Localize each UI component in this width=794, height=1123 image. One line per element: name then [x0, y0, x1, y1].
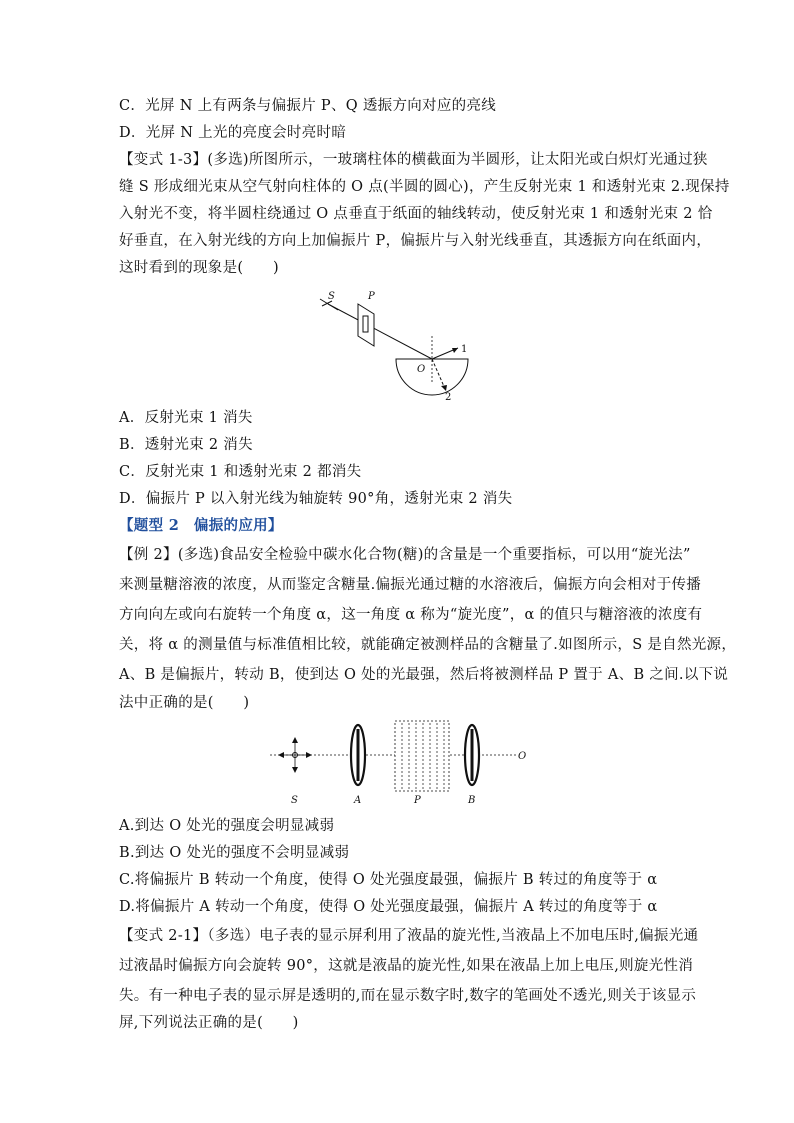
example-2-option: C.将偏振片 B 转动一个角度，使得 O 处光强度最强，偏振片 B 转过的角度等于 α	[119, 872, 658, 888]
variant-2-1-line: 屏,下列说法正确的是( )	[119, 1015, 299, 1031]
topic-2-heading: 【题型 2 偏振的应用】	[119, 517, 283, 534]
variant-1-3-line: 入射光不变，将半圆柱绕通过 O 点垂直于纸面的轴线转动，使反射光束 1 和透射光束 2 恰	[119, 206, 713, 222]
polarizer-slot	[363, 316, 368, 332]
optical-bench-figure	[268, 717, 538, 809]
example-2-line: A、B 是偏振片，转动 B，使到达 O 处的光最强，然后将被测样品 P 置于 A、B 之间.以下说	[119, 667, 729, 683]
variant-2-1-line: 失。有一种电子表的显示屏是透明的,而在显示数字时,数字的笔画处不透光,则关于该显示	[119, 988, 697, 1004]
example-2-line: 法中正确的是( )	[119, 695, 250, 711]
variant-1-3-option: B．透射光束 2 消失	[119, 437, 253, 453]
source-arrowhead	[292, 767, 298, 773]
variant-1-3-line: 【变式 1-3】(多选)所图所示，一玻璃柱体的横截面为半圆形，让太阳光或白炽灯光通过狭	[119, 152, 708, 168]
example-2-option: A.到达 O 处光的强度会明显减弱	[119, 818, 335, 834]
polarizer-b-axis	[471, 729, 474, 781]
example-2-line: 关，将 α 的测量值与标准值相比较，就能确定被测样品的含糖量了.如图所示，S 是自然光源，	[119, 637, 737, 653]
polarizer-a-axis	[357, 729, 360, 781]
example-2-option: B.到达 O 处光的强度不会明显减弱	[119, 845, 350, 861]
label-p: P	[368, 291, 375, 302]
example-2-line: 方向向左或向右旋转一个角度 α，这一角度 α 称为“旋光度”，α 的值只与糖溶液的浓度有	[119, 607, 703, 623]
variant-2-1-line: 【变式 2-1】（多选）电子表的显示屏利用了液晶的旋光性,当液晶上不加电压时,偏振光通	[119, 928, 699, 944]
label-beam-1: 1	[461, 344, 468, 355]
variant-1-3-line: 好垂直，在入射光线的方向上加偏振片 P，偏振片与入射光线垂直，其透振方向在纸面内，	[119, 233, 712, 249]
label-s: S	[328, 291, 335, 302]
label-b: B	[468, 795, 476, 806]
example-2-option: D.将偏振片 A 转动一个角度，使得 O 处光强度最强，偏振片 A 转过的角度等于 α	[119, 899, 658, 915]
example-2-line: 【例 2】(多选)食品安全检验中碳水化合物(糖)的含量是一个重要指标，可以用“旋光法”	[119, 547, 691, 563]
label-a: A	[354, 795, 362, 806]
option-d-prev: D．光屏 N 上光的亮度会时亮时暗	[119, 125, 347, 141]
label-beam-2: 2	[445, 392, 452, 403]
incident-ray	[328, 304, 432, 359]
source-arrowhead	[278, 752, 284, 758]
example-2-line: 来测量糖溶液的浓度，从而鉴定含糖量.偏振光通过糖的水溶液后，偏振方向会相对于传播	[119, 577, 702, 593]
variant-1-3-option: A．反射光束 1 消失	[119, 410, 253, 426]
variant-1-3-option: C．反射光束 1 和透射光束 2 都消失	[119, 464, 362, 480]
variant-1-3-line: 缝 S 形成细光束从空气射向柱体的 O 点(半圆的圆心)，产生反射光束 1 和透射光束 2.现保持	[119, 179, 730, 195]
variant-1-3-line: 这时看到的现象是( )	[119, 260, 279, 276]
label-s: S	[291, 795, 298, 806]
sample-p	[395, 721, 449, 791]
variant-1-3-option: D．偏振片 P 以入射光线为轴旋转 90°角，透射光束 2 消失	[119, 491, 513, 507]
source-arrowhead	[306, 752, 312, 758]
source-arrowhead	[292, 737, 298, 743]
option-c-prev: C．光屏 N 上有两条与偏振片 P、Q 透振方向对应的亮线	[119, 98, 497, 114]
half-cylinder-figure	[318, 286, 488, 406]
label-p: P	[414, 795, 421, 806]
label-o: O	[518, 751, 527, 762]
label-o: O	[417, 364, 426, 375]
variant-2-1-line: 过液晶时偏振方向会旋转 90°，这就是液晶的旋光性,如果在液晶上加上电压,则旋光性消	[119, 958, 694, 974]
